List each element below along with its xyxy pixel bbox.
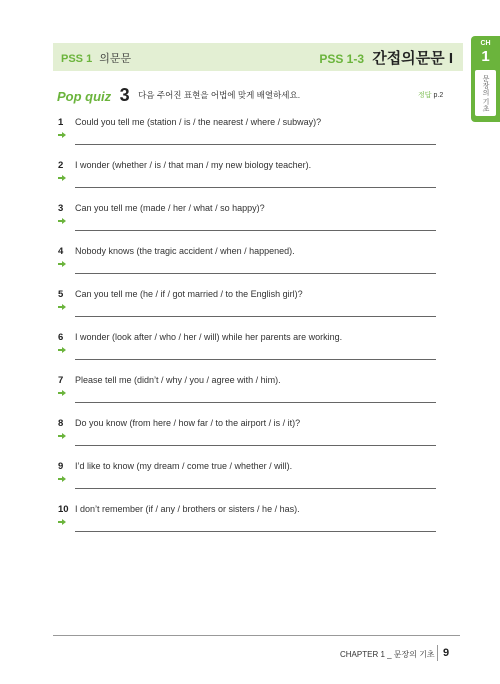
answer-reference [418, 90, 443, 100]
header-topic-prefix: PSS 1-3 [319, 52, 365, 66]
question-item [58, 160, 438, 190]
question-text: Nobody knows (the tragic accident / when / happened). [75, 246, 295, 256]
section-header [53, 43, 463, 71]
arrow-right-icon [58, 518, 66, 526]
quiz-instruction: 다음 주어진 표현을 어법에 맞게 배열하세요. [138, 90, 301, 100]
answer-line[interactable] [75, 488, 436, 489]
header-section-title: 의문문 [99, 53, 132, 65]
question-number: 10 [58, 504, 69, 515]
header-topic-title [319, 47, 453, 68]
answer-line[interactable] [75, 273, 436, 274]
header-section-prefix: PSS 1 [61, 53, 93, 65]
chapter-tab [471, 36, 500, 122]
arrow-right-icon [58, 346, 66, 354]
question-text: Please tell me (didn’t / why / you / agree with / him). [75, 375, 281, 385]
question-item [58, 117, 438, 147]
answer-line[interactable] [75, 230, 436, 231]
question-item [58, 203, 438, 233]
answer-page: p.2 [433, 92, 444, 99]
question-text: I’d like to know (my dream / come true / whether / will). [75, 461, 293, 471]
answer-line[interactable] [75, 402, 436, 403]
question-text: I wonder (whether / is / that man / my new biology teacher). [75, 160, 312, 170]
quiz-number: 3 [119, 85, 130, 105]
question-item [58, 375, 438, 405]
chapter-tab-label: CH [480, 40, 491, 47]
footer-separator [437, 645, 438, 661]
arrow-right-icon [58, 432, 66, 440]
chapter-tab-title: 문장의 기초 [475, 70, 496, 116]
answer-line[interactable] [75, 187, 436, 188]
question-item [58, 246, 438, 276]
question-text: Could you tell me (station / is / the nearest / where / subway)? [75, 117, 322, 127]
question-text: Do you know (from here / how far / to the airport / is / it)? [75, 418, 301, 428]
question-text: Can you tell me (made / her / what / so happy)? [75, 203, 265, 213]
chapter-tab-number: 1 [481, 48, 490, 65]
arrow-right-icon [58, 260, 66, 268]
answer-line[interactable] [75, 359, 436, 360]
question-number: 6 [58, 332, 64, 343]
question-number: 8 [58, 418, 64, 429]
arrow-right-icon [58, 174, 66, 182]
question-item [58, 461, 438, 491]
question-number: 2 [58, 160, 64, 171]
question-item [58, 332, 438, 362]
question-text: I don’t remember (if / any / brothers or sisters / he / has). [75, 504, 300, 514]
answer-label: 정답 [418, 92, 432, 99]
arrow-right-icon [58, 303, 66, 311]
arrow-right-icon [58, 131, 66, 139]
answer-line[interactable] [75, 316, 436, 317]
question-item [58, 418, 438, 448]
answer-line[interactable] [75, 445, 436, 446]
arrow-right-icon [58, 475, 66, 483]
arrow-right-icon [58, 217, 66, 225]
header-topic-text: 간접의문문 I [372, 50, 453, 67]
answer-line[interactable] [75, 531, 436, 532]
question-number: 1 [58, 117, 64, 128]
header-section-label [61, 50, 131, 66]
answer-line[interactable] [75, 144, 436, 145]
question-item [58, 504, 438, 534]
question-number: 4 [58, 246, 64, 257]
arrow-right-icon [58, 389, 66, 397]
question-text: I wonder (look after / who / her / will) while her parents are working. [75, 332, 343, 342]
question-text: Can you tell me (he / if / got married / to the English girl)? [75, 289, 303, 299]
question-number: 5 [58, 289, 64, 300]
quiz-title [57, 85, 300, 105]
question-number: 7 [58, 375, 64, 386]
footer-divider [53, 635, 460, 636]
question-item [58, 289, 438, 319]
footer-chapter-text: CHAPTER 1 _ 문장의 기초 [340, 650, 435, 659]
question-number: 3 [58, 203, 64, 214]
question-number: 9 [58, 461, 64, 472]
page-number: 9 [443, 647, 450, 659]
pop-quiz-label: Pop quiz [57, 89, 112, 104]
